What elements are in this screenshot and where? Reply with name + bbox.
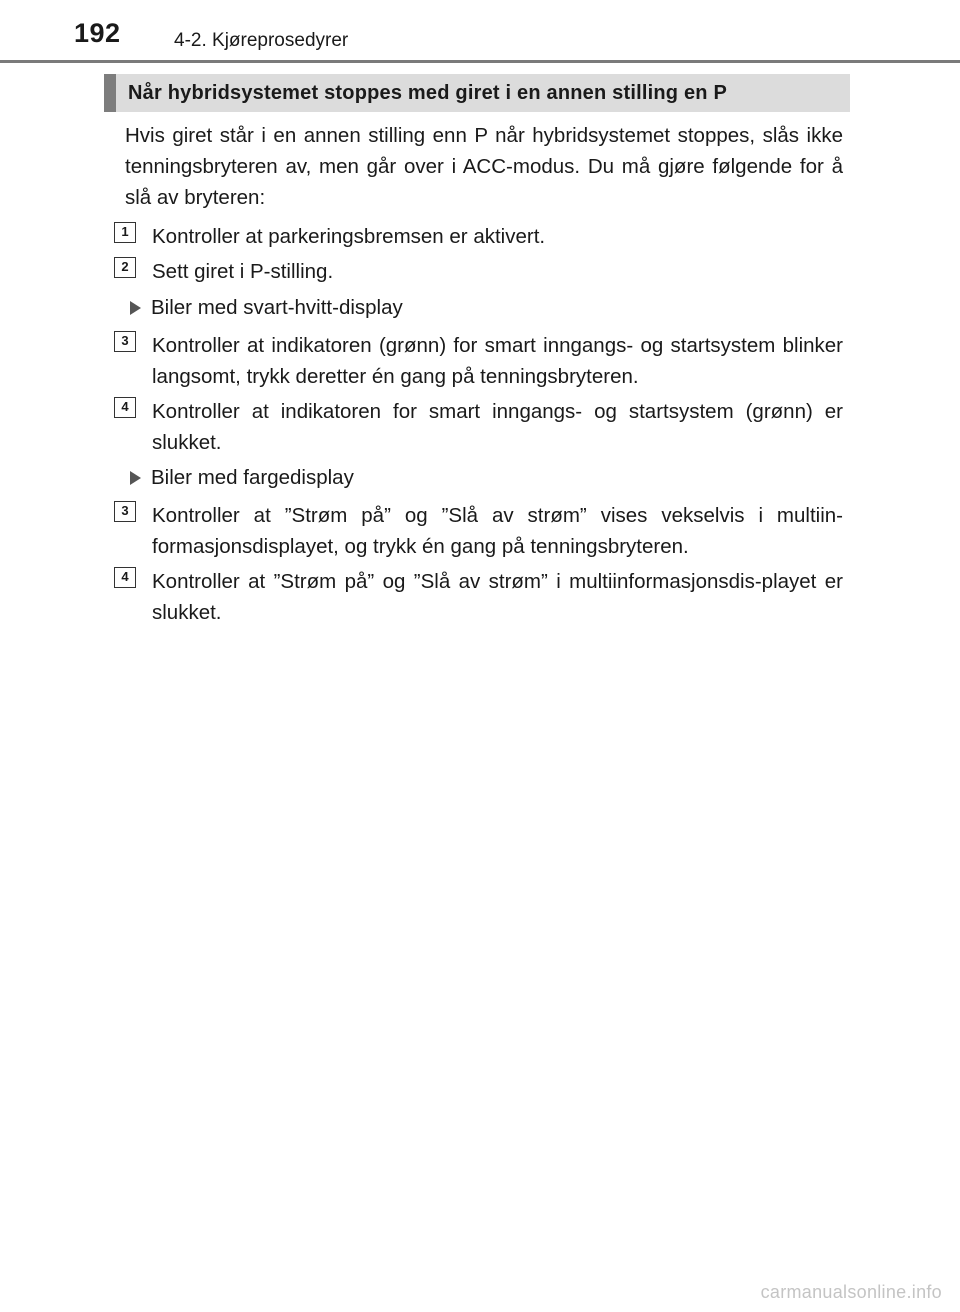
step-number-badge: 1 xyxy=(114,222,136,243)
step-4-color xyxy=(114,566,843,628)
step-2 xyxy=(114,256,843,287)
step-number-badge: 3 xyxy=(114,331,136,352)
section-heading-accent xyxy=(104,74,116,112)
watermark: carmanualsonline.info xyxy=(760,1282,942,1302)
step-4-mono xyxy=(114,396,843,458)
step-number-badge: 3 xyxy=(114,501,136,522)
step-3-color xyxy=(114,500,843,562)
triangle-bullet-icon xyxy=(130,471,141,485)
step-number-badge: 4 xyxy=(114,397,136,418)
step-text: Kontroller at indikatoren for smart inngangs- og startsystem (grønn) er slukket. xyxy=(152,400,843,454)
page-number: 192 xyxy=(74,18,121,48)
intro-paragraph: Hvis giret står i en annen stilling enn P når hybridsystemet stoppes, slås ikke tenningsbryteren av, men går over i ACC-modus. Du må gjøre følgende for å slå av bryteren: xyxy=(125,124,843,209)
variant-heading-color-display xyxy=(130,462,843,493)
step-text: Kontroller at indikatoren (grønn) for smart inngangs- og startsystem blinker langsomt, trykk deretter én gang på tenningsbryteren. xyxy=(152,334,843,388)
variant-label: Biler med svart-hvitt-display xyxy=(151,296,403,319)
step-text: Kontroller at ”Strøm på” og ”Slå av strøm” vises vekselvis i multiin-formasjonsdisplayet, og trykk én gang på tenningsbryteren. xyxy=(152,504,843,558)
header-rule xyxy=(0,60,960,63)
section-heading: Når hybridsystemet stoppes med giret i en annen stilling en P xyxy=(128,82,728,104)
variant-label: Biler med fargedisplay xyxy=(151,466,354,489)
running-header: 4-2. Kjøreprosedyrer xyxy=(174,30,349,51)
triangle-bullet-icon xyxy=(130,301,141,315)
step-text: Kontroller at ”Strøm på” og ”Slå av strøm” i multiinformasjonsdis-playet er slukket. xyxy=(152,570,843,624)
step-text: Kontroller at parkeringsbremsen er aktivert. xyxy=(152,225,546,248)
step-text: Sett giret i P-stilling. xyxy=(152,260,334,283)
step-3-mono xyxy=(114,330,843,392)
variant-heading-mono-display xyxy=(130,292,843,323)
step-number-badge: 4 xyxy=(114,567,136,588)
step-number-badge: 2 xyxy=(114,257,136,278)
section-heading-bar xyxy=(104,74,850,112)
step-1 xyxy=(114,221,843,252)
